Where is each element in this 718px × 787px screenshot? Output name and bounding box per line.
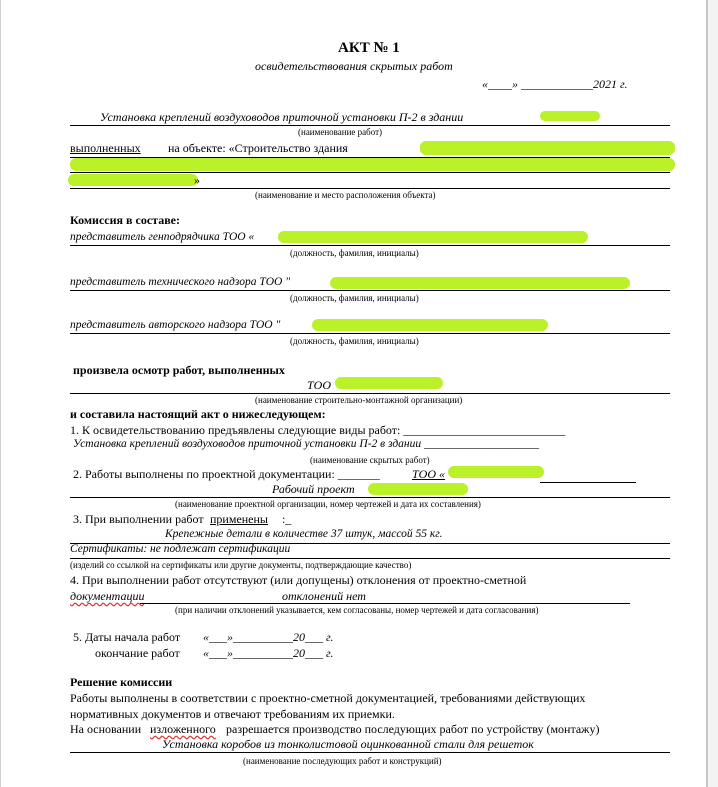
- redaction-mark: [368, 483, 468, 495]
- org-too: ТОО: [307, 378, 332, 392]
- item-5-end-value: «___»__________20___ г.: [203, 646, 334, 660]
- caption-work-name: (наименование работ): [298, 127, 383, 137]
- item-2: 2. Работы выполнены по проектной документации: _______: [73, 467, 380, 481]
- window-edge: [708, 0, 718, 787]
- underline: [70, 245, 670, 246]
- commission-title: Комиссия в составе:: [70, 213, 180, 227]
- rep-general-contractor: представитель генподрядчика ТОО «: [70, 231, 255, 243]
- item-2-project: Рабочий проект: [272, 482, 355, 496]
- redaction-mark: [278, 231, 588, 243]
- caption-hidden-works: (наименование скрытых работ): [310, 455, 430, 465]
- item-5-start-value: «___»__________20___ г.: [203, 630, 334, 644]
- caption-object: (наименование и место расположения объекта): [255, 190, 436, 200]
- item-3-word: применены: [210, 512, 268, 526]
- caption-position-1: (должность, фамилия, инициалы): [290, 248, 419, 258]
- act-subtitle: освидетельствования скрытых работ: [255, 59, 453, 73]
- underline: [70, 188, 670, 189]
- item-5-end-label: окончание работ: [95, 646, 180, 660]
- rep-tech-supervision: представитель технического надзора ТОО ": [70, 276, 291, 288]
- underline: [70, 497, 670, 498]
- underline: [540, 482, 636, 483]
- object-close: »: [194, 173, 200, 187]
- item-1-value: Установка креплений воздуховодов приточной установки П-2 в здании ____________________: [73, 438, 540, 450]
- caption-project: (наименование проектной организации, номер чертежей и дата их составления): [175, 499, 481, 509]
- act-compiled-label: и составила настоящий акт о нижеследующем:: [70, 407, 326, 421]
- item-4: 4. При выполнении работ отсутствуют (или допущены) отклонения от проектно-сметной: [70, 573, 527, 587]
- decision-title: Решение комиссии: [70, 675, 173, 689]
- caption-position-3: (должность, фамилия, инициалы): [290, 336, 419, 346]
- redaction-mark: [68, 174, 198, 186]
- underline: [70, 752, 670, 753]
- underline: [70, 333, 670, 334]
- underline: [70, 290, 670, 291]
- underline: [70, 172, 670, 173]
- redaction-mark: [70, 158, 675, 171]
- caption-certificates: (изделий со ссылкой на сертификаты или другие документы, подтверждающие качество): [70, 560, 412, 570]
- certificates: Сертификаты: не подлежат сертификации: [70, 543, 291, 555]
- caption-next-works: (наименование последующих работ и конструкций): [243, 756, 442, 766]
- item-4-value: отклонений нет: [282, 589, 366, 603]
- work-name: Установка креплений воздуховодов приточной установки П-2 в здании: [100, 110, 464, 124]
- decision-line-3b: разрешается производство последующих работ по устройству (монтажу): [226, 722, 600, 736]
- act-date: «____» ____________2021 г.: [482, 77, 628, 91]
- next-works: Установка коробов из тонколистовой оцинкованной стали для решеток: [162, 737, 534, 751]
- redaction-mark: [448, 466, 544, 478]
- redaction-mark: [330, 277, 630, 289]
- item-4-word: документации: [70, 589, 145, 603]
- decision-line-1: Работы выполнены в соответствии с проектно-сметной документацией, требованиями действующих: [70, 691, 586, 705]
- caption-org: (наименование строительно-монтажной организации): [255, 395, 463, 405]
- item-2-too: ТОО «: [412, 467, 446, 481]
- item-3-value: Крепежные детали в количестве 37 штук, массой 55 кг.: [165, 528, 443, 540]
- underline: [70, 393, 670, 394]
- redaction-mark: [540, 111, 600, 121]
- object-label: на объекте: «Строительство здания: [168, 141, 348, 155]
- act-title: АКТ № 1: [338, 40, 400, 56]
- caption-position-2: (должность, фамилия, инициалы): [290, 293, 419, 303]
- underline: [140, 603, 630, 604]
- item-3: 3. При выполнении работ: [73, 512, 204, 526]
- item-3-end: :_: [282, 512, 292, 526]
- underline: [70, 125, 670, 126]
- caption-deviation: (при наличии отклонений указывается, кем согласованы, номер чертежей и дата согласования): [175, 605, 539, 615]
- rep-author-supervision: представитель авторского надзора ТОО ": [70, 319, 281, 331]
- item-5-start-label: 5. Даты начала работ: [73, 630, 181, 644]
- decision-line-3-word: изложенного: [150, 722, 216, 736]
- decision-line-3a: На основании: [70, 722, 142, 736]
- inspected-label: произвела осмотр работ, выполненных: [73, 363, 285, 377]
- item-1: 1. К освидетельствованию предъявлены следующие виды работ: ___________________________: [70, 423, 566, 437]
- underline: [70, 558, 670, 559]
- performed-label: выполненных: [70, 141, 141, 155]
- redaction-mark: [312, 319, 548, 331]
- redaction-mark: [420, 141, 675, 155]
- redaction-mark: [335, 377, 443, 389]
- decision-line-2: нормативных документов и отвечают требованиям их приемки.: [70, 707, 395, 721]
